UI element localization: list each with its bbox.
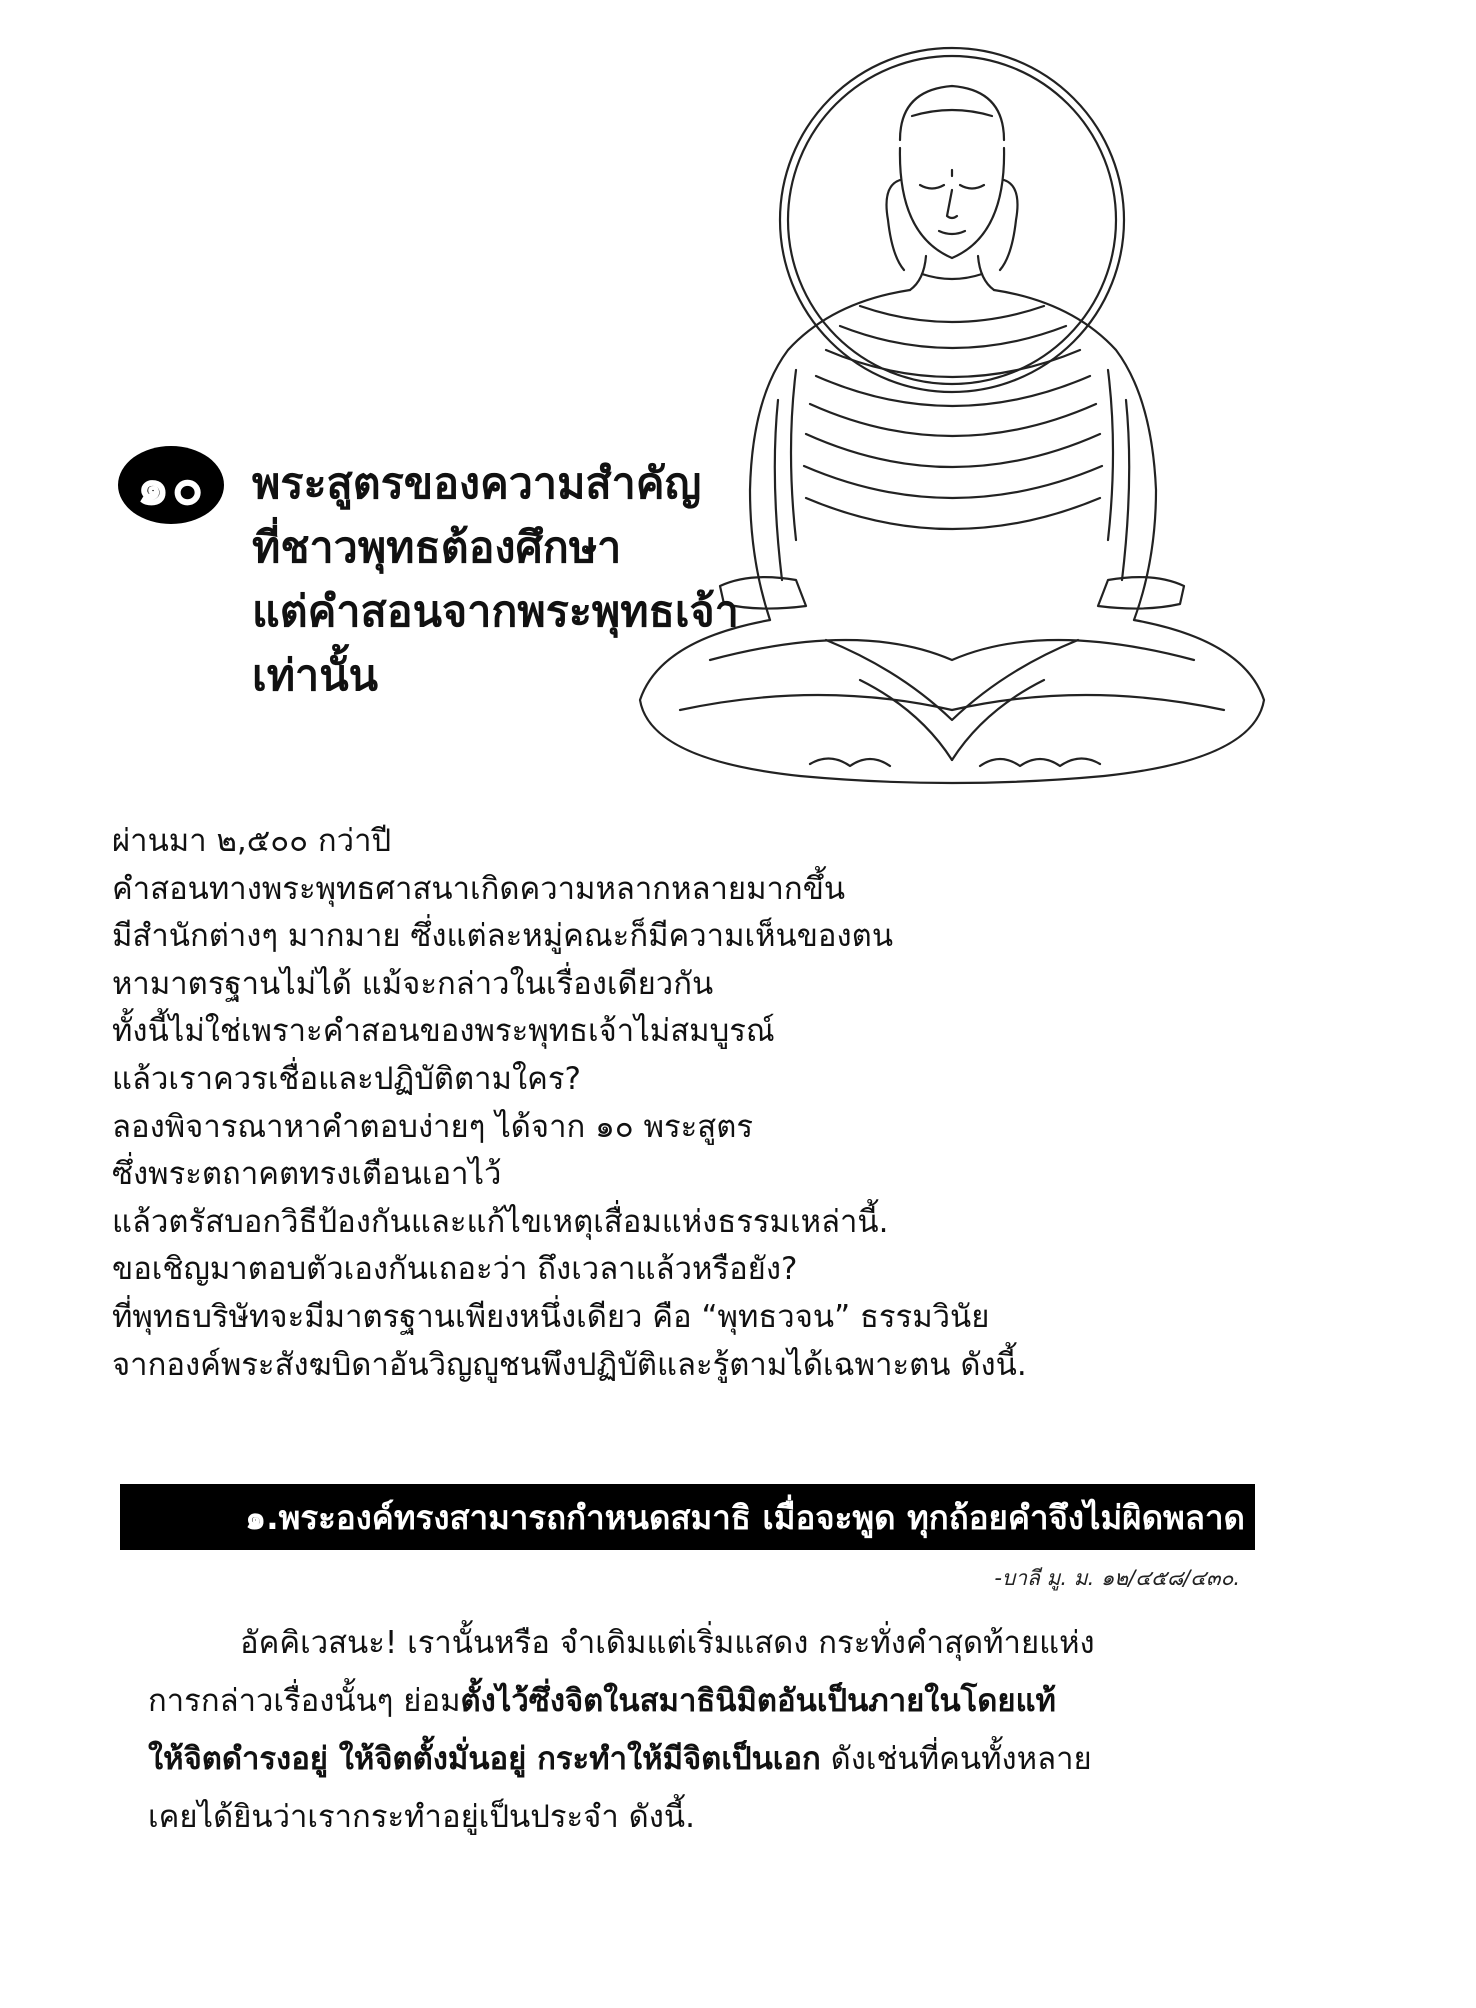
intro-line: ที่พุทธบริษัทจะมีมาตรฐานเพียงหนึ่งเดียว คือ “พุทธวจน” ธรรมวินัย — [112, 1298, 990, 1335]
quote-line: อัคคิเวสนะ! เรานั้นหรือ จำเดิมแต่เริ่มแสดง กระทั่งคำสุดท้ายแห่ง — [240, 1625, 1095, 1661]
section-heading-banner — [120, 1484, 1255, 1550]
section-number: ๑๐ — [136, 456, 206, 517]
pali-reference: -บาลี มู. ม. ๑๒/๔๕๘/๔๓๐. — [994, 1566, 1240, 1590]
intro-line: คำสอนทางพระพุทธศาสนาเกิดความหลากหลายมากขึ้น — [112, 870, 846, 907]
buddha-illustration — [600, 20, 1320, 880]
intro-line: หามาตรฐานไม่ได้ แม้จะกล่าวในเรื่องเดียวกัน — [112, 965, 714, 1002]
intro-text — [112, 818, 1312, 1389]
intro-line: ลองพิจารณาหาคำตอบง่ายๆ ได้จาก ๑๐ พระสูตร — [112, 1108, 754, 1145]
intro-line: ซึ่งพระตถาคตทรงเตือนเอาไว้ — [112, 1156, 502, 1193]
title-line: ที่ชาวพุทธต้องศึกษา — [252, 523, 622, 573]
intro-line: แล้วตรัสบอกวิธีป้องกันและแก้ไขเหตุเสื่อมแห่งธรรมเหล่านี้. — [112, 1203, 889, 1240]
quote-text: ดังเช่นที่คนทั้งหลาย — [820, 1741, 1092, 1777]
title-line: เท่านั้น — [252, 651, 378, 701]
section-heading: ๑.พระองค์ทรงสามารถกำหนดสมาธิ เมื่อจะพูด ทุกถ้อยคำจึงไม่ผิดพลาด — [245, 1497, 1245, 1537]
intro-line: แล้วเราควรเชื่อและปฏิบัติตามใคร? — [112, 1060, 581, 1097]
quote-line — [148, 1730, 1248, 1788]
quote-text: การกล่าวเรื่องนั้นๆ ย่อม — [148, 1683, 461, 1719]
intro-line: ขอเชิญมาตอบตัวเองกันเถอะว่า ถึงเวลาแล้วหรือยัง? — [112, 1251, 798, 1288]
quote-emphasis: ตั้งไว้ซึ่งจิตในสมาธินิมิตอันเป็นภายในโดยแท้ — [460, 1683, 1056, 1719]
quote-emphasis: ให้จิตดำรงอยู่ ให้จิตตั้งมั่นอยู่ กระทำให้มีจิตเป็นเอก — [148, 1741, 821, 1777]
title-line: พระสูตรของความสำคัญ — [252, 459, 702, 509]
title-line: แต่คำสอนจากพระพุทธเจ้า — [252, 587, 739, 637]
intro-line: ผ่านมา ๒,๕๐๐ กว่าปี — [112, 823, 392, 859]
intro-line: ทั้งนี้ไม่ใช่เพราะคำสอนของพระพุทธเจ้าไม่สมบูรณ์ — [112, 1013, 775, 1050]
intro-line: จากองค์พระสังฆบิดาอันวิญญูชนพึงปฏิบัติและรู้ตามได้เฉพาะตน ดังนี้. — [112, 1346, 1027, 1383]
page-title — [252, 452, 772, 708]
intro-line: มีสำนักต่างๆ มากมาย ซึ่งแต่ละหมู่คณะก็มีความเห็นของตน — [112, 918, 894, 955]
quote-line — [148, 1672, 1248, 1730]
quote-line: เคยได้ยินว่าเรากระทำอยู่เป็นประจำ ดังนี้. — [148, 1799, 695, 1835]
section-number-badge — [118, 446, 224, 524]
sutta-quote — [148, 1614, 1248, 1846]
